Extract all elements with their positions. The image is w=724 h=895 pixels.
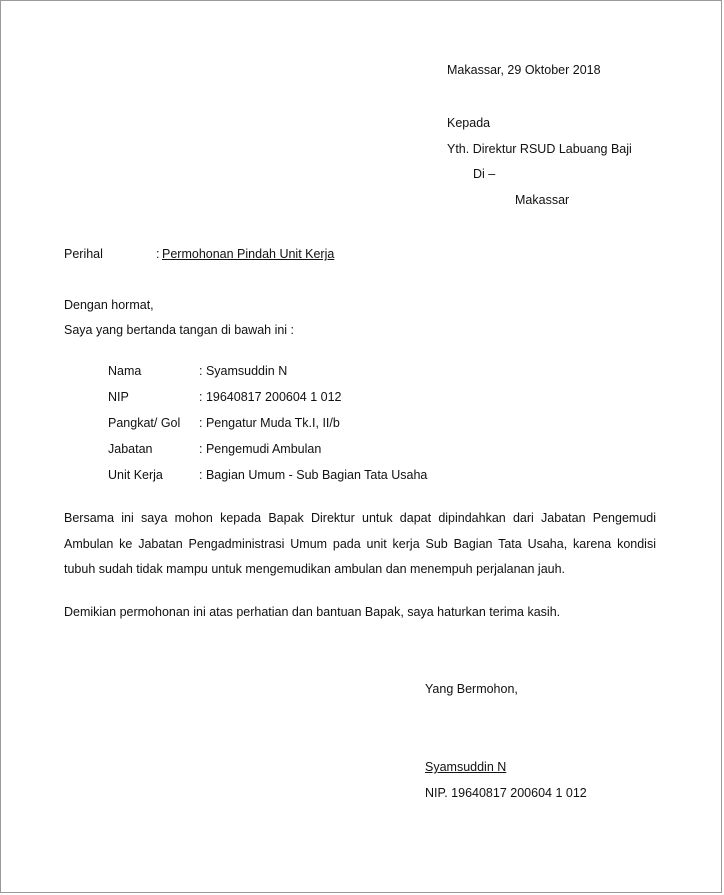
addressee-city: Makassar [515, 193, 570, 207]
identity-value: : 19640817 200604 1 012 [199, 390, 342, 404]
identity-value: : Pengatur Muda Tk.I, II/b [199, 416, 340, 430]
identity-value: : Syamsuddin N [199, 364, 288, 378]
identity-label: Jabatan [108, 442, 153, 456]
body-paragraph-2: Demikian permohonan ini atas perhatian dan bantuan Bapak, saya haturkan terima kasih. [64, 605, 561, 619]
subject-separator: : [156, 247, 160, 261]
place-date: Makassar, 29 Oktober 2018 [447, 63, 601, 77]
identity-label: Unit Kerja [108, 468, 163, 482]
salutation: Dengan hormat, [64, 298, 154, 312]
subject-text: Permohonan Pindah Unit Kerja [162, 247, 335, 261]
intro-line: Saya yang bertanda tangan di bawah ini : [64, 323, 295, 337]
body-paragraph-1: Bersama ini saya mohon kepada Bapak Direktur untuk dapat dipindahkan dari Jabatan Pengemudi Ambulan ke Jabatan Pengadministrasi Umum pada unit kerja Sub Bagian Tata Usaha, karena kondisi tubuh sudah tidak mampu untuk mengemudikan ambulan dan menempuh perjalanan jauh. [64, 511, 656, 576]
addressee: Yth. Direktur RSUD Labuang Baji [447, 142, 632, 156]
identity-value: : Bagian Umum - Sub Bagian Tata Usaha [199, 468, 428, 482]
signer-nip: NIP. 19640817 200604 1 012 [425, 786, 587, 800]
to-label: Kepada [447, 116, 491, 130]
identity-value: : Pengemudi Ambulan [199, 442, 322, 456]
subject-label: Perihal [64, 247, 103, 261]
identity-label: NIP [108, 390, 129, 404]
closing-regards: Yang Bermohon, [425, 682, 518, 696]
di-label: Di – [473, 167, 496, 181]
identity-label: Nama [108, 364, 142, 378]
signer-name: Syamsuddin N [425, 760, 507, 774]
identity-label: Pangkat/ Gol [108, 416, 181, 430]
